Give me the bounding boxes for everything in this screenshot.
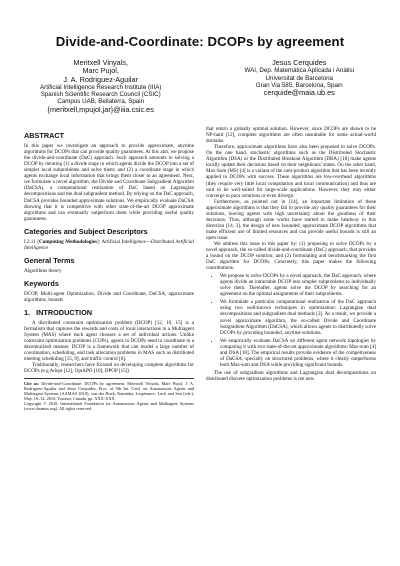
body-columns — [24, 126, 376, 411]
paper-title: Divide-and-Coordinate: DCOPs by agreement — [55, 34, 345, 49]
body-paragraph: We address this issue in this paper by: (1) proposing to solve DCOPs by a novel approach, the so-called divide-and-coordinate (DaC) approach, that provides a bound on the DCOP solution; and (2) formulating and benchmarking the first DaC algorithm for DCOPs. Concretely, this paper makes the following contributions: — [206, 240, 376, 272]
introduction-heading — [24, 309, 194, 317]
author-section — [24, 59, 376, 114]
keywords-heading: Keywords — [24, 278, 59, 288]
citation-footnote — [24, 378, 194, 411]
author-name: Marc Pujol, — [82, 66, 119, 76]
contribution-list — [206, 273, 376, 368]
author-address: Campus UAB, Bellaterra, Spain — [57, 98, 145, 106]
body-paragraph: The use of subgradient algorithms and Lagrangian dual decompositions on distributed discrete optimization problems is not new. — [206, 369, 376, 382]
categories-heading: Categories and Subject Descriptors — [24, 226, 148, 236]
list-item: • We formulate a particular computational realization of the DaC approach using two well-known techniques in optimization: Lagrangian dual decompositions and subgradient dual methods [2]. As a result, we provide a novel approximate algorithm, the so-called Divide and Coordinate Subgradient Algorithm (DaCSA), which allows agents to distributedly solve DCOPs by providing bounded, anytime solutions. — [220, 299, 376, 335]
author-name: J. A. Rodriguez-Aguilar — [63, 74, 139, 84]
author-affiliation: Universitat de Barcelona — [265, 74, 333, 82]
general-terms-text: Algorithms theory — [24, 267, 62, 274]
author-affiliation: WAI, Dep. Matemàtica Aplicada i Anàlisi — [244, 67, 354, 75]
cite-lead: Cite as: — [24, 381, 40, 387]
list-item: • We propose to solve DCOPs by a novel approach, the DaC approach, where agents divide an intractable DCOP into simpler subproblems to individually solve them. Thereafter, agents solve the DCOP by searching for an agreement on the optimal assignments of their subproblems. — [220, 273, 376, 297]
author-name: Meritxell Vinyals, — [73, 58, 128, 67]
author-address: Gran Via 585, Barcelona, Spain — [255, 81, 343, 89]
categories-mid: ]: Artificial Intelligence— — [96, 238, 151, 245]
keywords-text: DCOP, Multi-agent Optimization, Divide and Coordinate, DaCSA, approximate algorithms, bounds — [24, 290, 194, 303]
cite-text: Divide-and-Coordinate: DCOPs by agreement, Meritxell Vinyals, Marc Pujol, J. A. Rodriguez-Aguilar and Jesus Cerquides, Proc. of 9th Int. Conf. on Autonomous Agents and Multiagent Systems (AAMAS 2010), van der Hoek, Kaminka, Lespérance, Luck and Sen (eds.), May, 10–14, 2010, Toronto, Canada, pp. XXX-XXX. — [24, 381, 194, 402]
list-item: • We empirically evaluate DaCSA on different agent network topologies by comparing it with two state-of-the-art approximate algorithms: Max-sum [4] and DSA [18]. The empirical results provide evidence of the competiveness of DaCSA, specially on structured problems, where it clearly outperforms both Max-sum and DSA while providing significant bounds. — [220, 338, 376, 368]
copyright-text: Copyright © 2010, International Foundation for Autonomous Agents and Multiagent Systems (www.ifaamas.org). All rights reserved. — [24, 401, 194, 412]
author-block-right — [245, 59, 354, 114]
author-affiliation: Artificial Intelligence Research Institute (IIIA) — [40, 83, 162, 91]
author-email: cerquide@maia.ub.es — [263, 88, 335, 98]
right-column — [206, 126, 376, 411]
author-block-left — [40, 59, 161, 114]
body-paragraph: that return a globally optimal solution. However, since DCOPs are shown to be NP-hard [12], complete algorithms are often unsuitable for some actual-world domains. — [206, 126, 376, 145]
categories-italic: Distributed Artificial Intelligence — [24, 238, 195, 251]
intro-paragraph: A distributed constraint optimization problem (DCOP) [12, 10, 15] is a formalism that captures the rewards and costs of local interactions in a Multiagent System (MAS) where each agent chooses a set of individual actions. Unlike constraint optimization problems (COPs), agents in DCOPs need to coordinate in a decentralized manner. DCOP is a framework that can model a large number of coordination, scheduling, and task allocation problems in MAS such as distributed meeting scheduling [15, 9], and traffic control [6]. — [24, 319, 194, 363]
section-title: INTRODUCTION — [36, 307, 93, 317]
categories-bold: Computing Methodologies — [39, 238, 97, 245]
body-paragraph: Therefore, approximate algorithms have also been proposed to solve DCOPs. On the one hand, stochastic algorithms such as the Distributed Stochastic Algorithm (DSA) or the Distributed Breakout Algorithm (DBA) [18] make agents locally update their decisions based on their neighbours' states. On the other hand, Max-Sum (MS) [4] is a variant of the sum-product algorithm that has been recently applied to DCOPs with success. These algorithms are low-overhead algorithms (they require very little local computation and local communication) and thus are said to be well-suited for large-scale applications. However, they may either converge to poor solutions or even diverge. — [206, 144, 376, 199]
intro-paragraph: Traditionally, researchers have focused on developing complete algorithms for DCOPs (e.g Adopt [12], OptAPO [10], DPOP [15]) — [24, 362, 194, 375]
abstract-text: In this paper we investigate an approach to provide approximate, anytime algorithms for DCOPs that can provide quality guarantees. At this aim, we propose the divide-and-coordinate (DaC) approach. Such approach amounts to solving a DCOP by iterating (1) a divide stage in which agents divide the DCOP into a set of simpler local subproblems and solve them; and (2) a coordinate stage in which agents exchange local information that brings them closer to an agreement. Next, we formulate a novel algorithm, the Divide and Coordinate Subgradient Algorithm (DaCSA), a computational realization of DaC based on Lagrangian decompositions and the dual subgradient method. By relying on the DaC approach, DaCSA provides bounded approximate solutions. We empirically evaluate DaCSA showing that it is competitive with other state-of-the-art DCOP approximate algorithms and can eventually outperform them while providing useful quality guarantees. — [24, 143, 194, 222]
author-email: {meritxell,mpujol,jar}@iiia.csic.es — [47, 104, 154, 114]
general-terms-heading: General Terms — [24, 255, 75, 265]
section-number: 1. — [24, 307, 31, 317]
author-name: Jesus Cerquides — [272, 58, 327, 67]
categories-code: I.2.11 [ — [24, 238, 40, 245]
abstract-heading: ABSTRACT — [24, 131, 65, 141]
categories-text — [24, 239, 194, 251]
left-column — [24, 126, 194, 411]
body-paragraph: Furthermore, as pointed out in [14], an important limitation of these approximate algorithms is that they fail to provide any quality guarantees for their solutions, leaving agents with high uncertainty about the goodness of their decisions. Thus, although some works have started to make headway in this direction [14, 3], the design of new bounded, approximate DCOP algorithms that make efficient use of limited resources and can provide useful bounds is still an open issue. — [206, 198, 376, 241]
author-affiliation: Spanish Scientific Research Council (CSIC) — [40, 91, 161, 99]
